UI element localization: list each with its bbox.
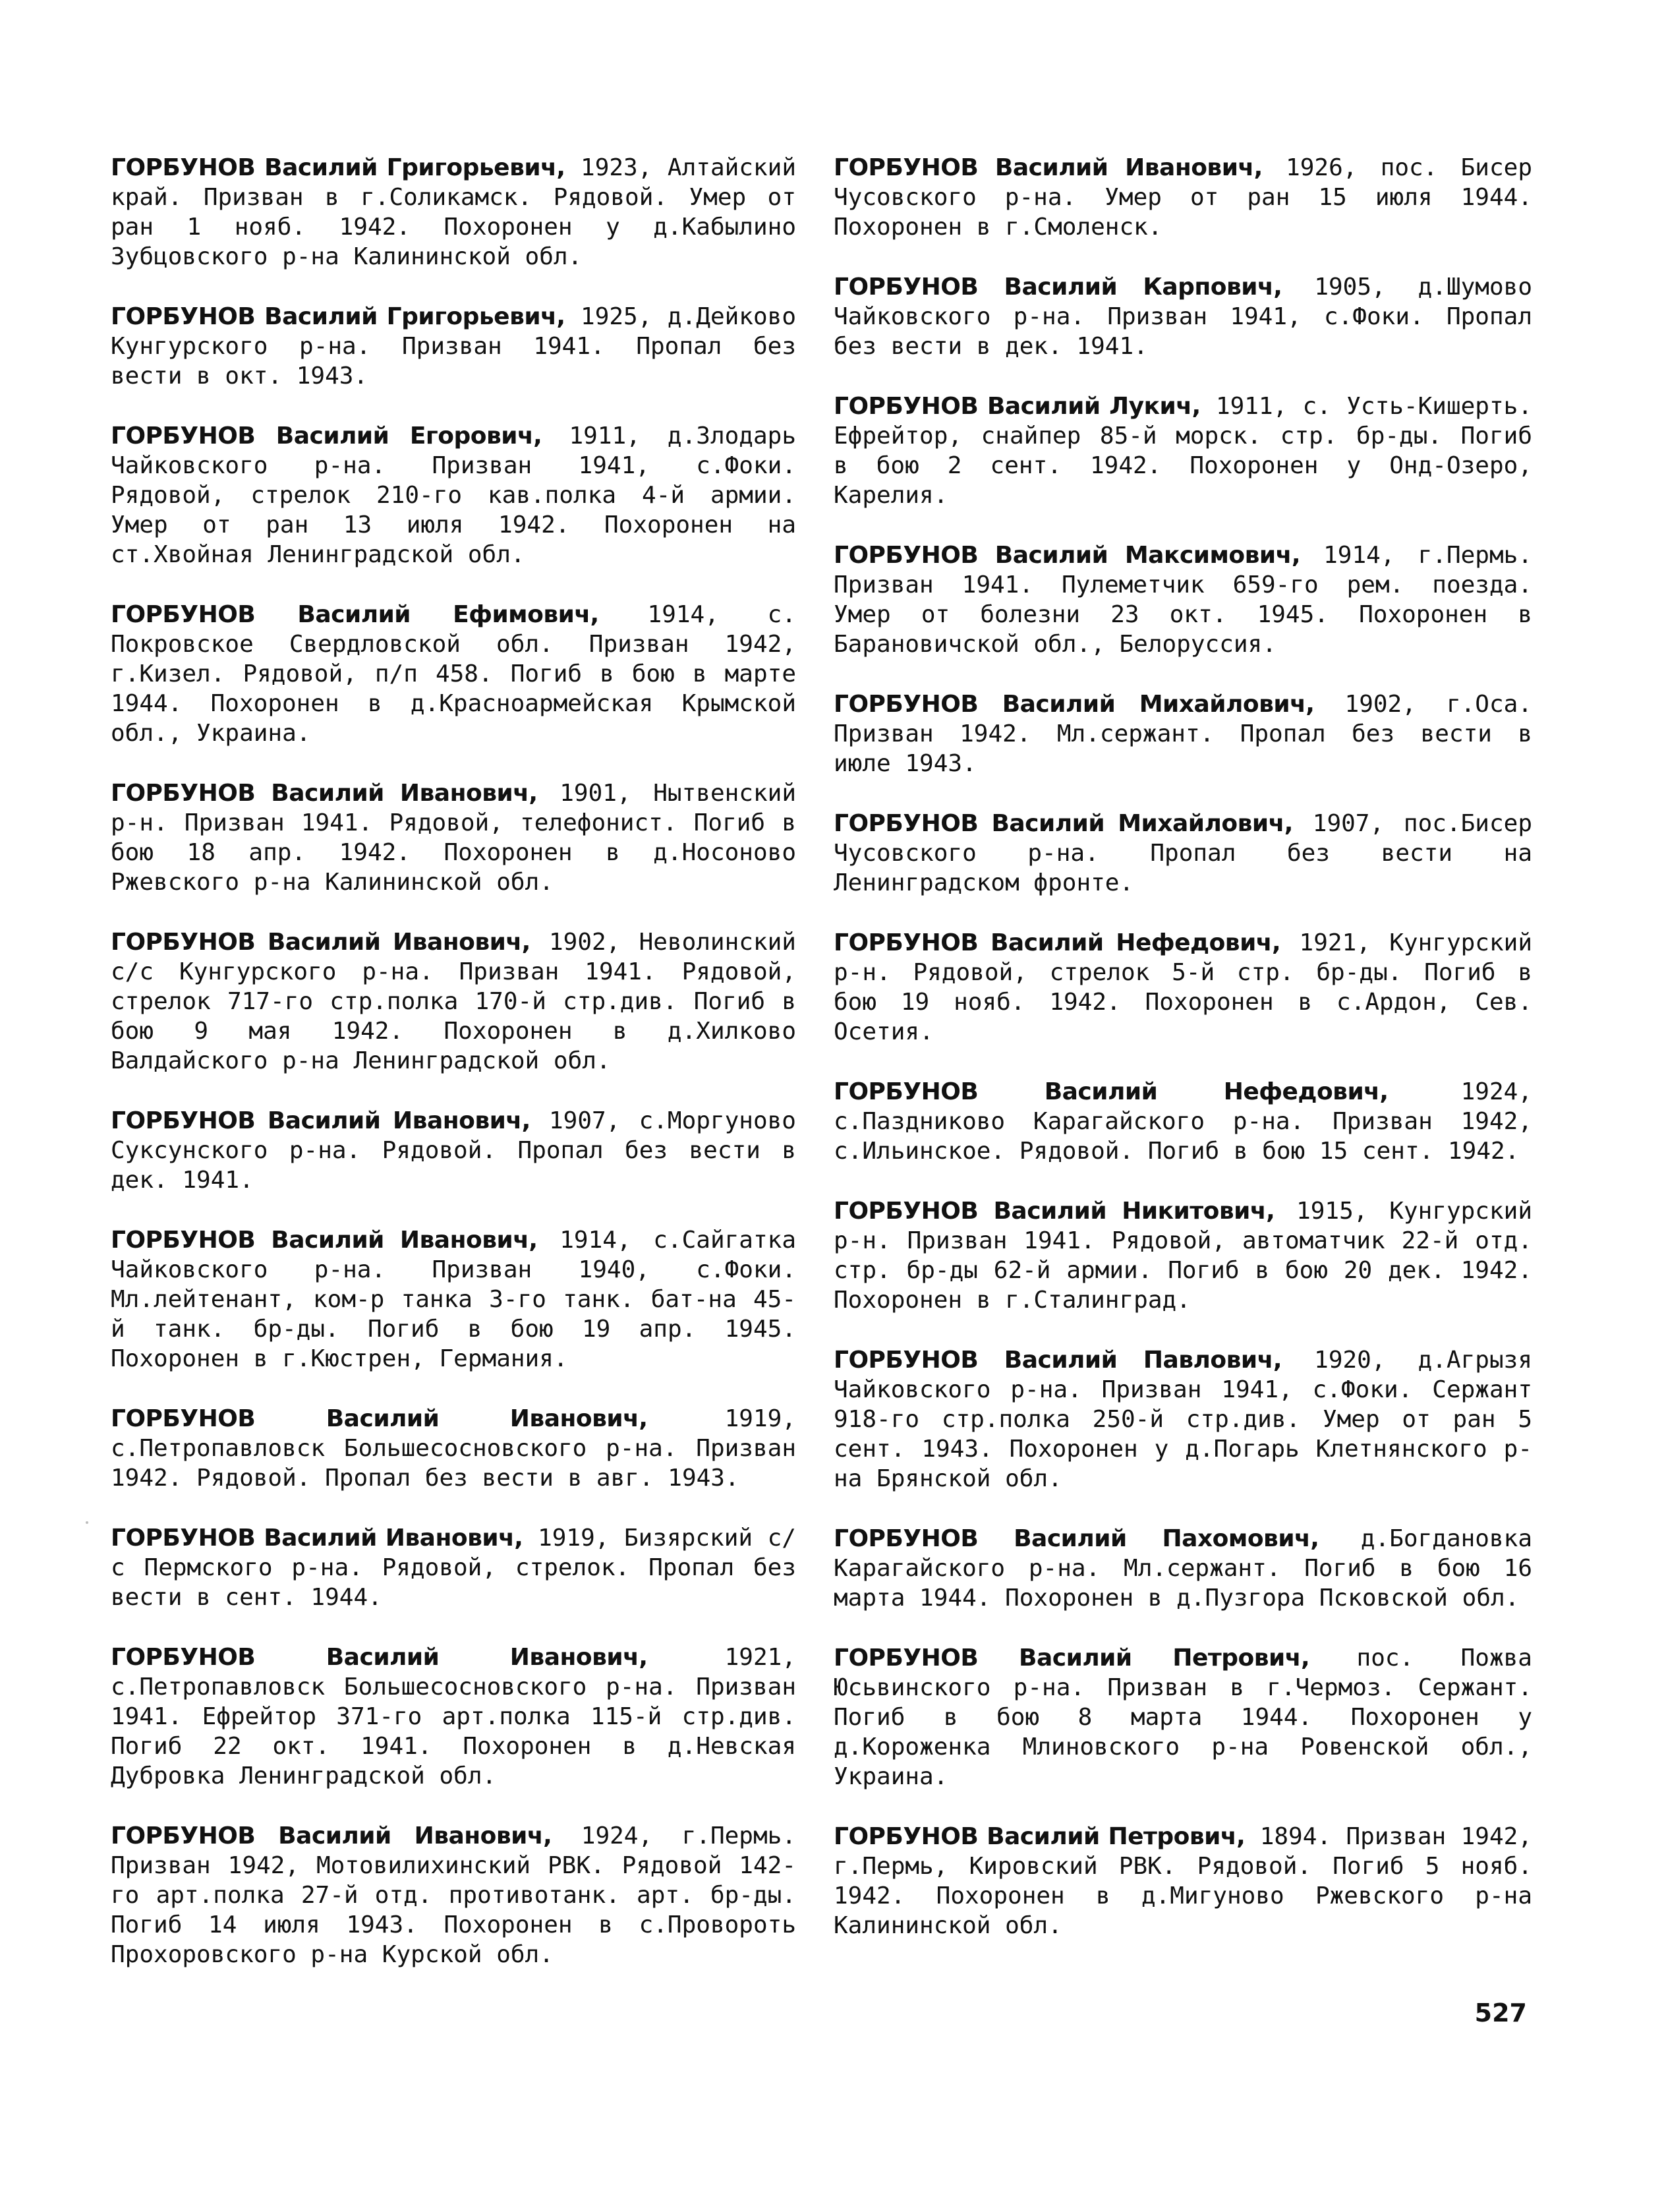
biography-entry bbox=[834, 1524, 1532, 1613]
entry-text: 1920, д.Агрызя Чайковского р-на. Призван 1941, с.Фоки. Сержант 918-го стр.полка 250-й стр.див. Умер от ран 5 сент. 1943. Похоронен у д.Погарь Клетнянского р-на Брянской обл. bbox=[834, 1347, 1532, 1492]
entry-text: 1914, г.Пермь. Призван 1941. Пулеметчик 659-го рем. поезда. Умер от болезни 23 окт. 1945. Похоронен в Барановичской обл., Белоруссия. bbox=[834, 542, 1532, 658]
entry-text: 1924, г.Пермь. Призван 1942, Мотовилихинский РВК. Рядовой 142-го арт.полка 27-й отд. противотанк. арт. бр-ды. Погиб 14 июля 1943. Похоронен в с.Провороть Прохоровского р-на Курской обл. bbox=[111, 1822, 796, 1968]
biography-entry bbox=[111, 927, 796, 1076]
entry-name: ГОРБУНОВ Василий Григорьевич, bbox=[111, 154, 565, 181]
entry-text: 1914, с. Покровское Свердловской обл. Призван 1942, г.Кизел. Рядовой, п/п 458. Погиб в бою в марте 1944. Похоронен в д.Красноармейская Крымской обл., Украина. bbox=[111, 601, 796, 747]
entry-text: 1921, с.Петропавловск Большесосновского р-на. Призван 1941. Ефрейтор 371-го арт.полка 115-й стр.див. Погиб 22 окт. 1941. Похоронен в д.Невская Дубровка Ленинградской обл. bbox=[111, 1644, 796, 1790]
entry-text: 1911, с. Усть-Кишерть. Ефрейтор, снайпер 85-й морск. стр. бр-ды. Погиб в бою 2 сент. 1942. Похоронен у Онд-Озеро, Карелия. bbox=[834, 393, 1532, 509]
entry-name: ГОРБУНОВ Василий Нефедович, bbox=[834, 929, 1281, 956]
biography-entry bbox=[111, 1106, 796, 1195]
entry-text: 1907, с.Моргуново Суксунского р-на. Рядовой. Пропал без вести в дек. 1941. bbox=[111, 1107, 796, 1194]
biography-entry bbox=[834, 1643, 1532, 1791]
entry-name: ГОРБУНОВ Василий Карпович, bbox=[834, 274, 1282, 301]
entry-name: ГОРБУНОВ Василий Павлович, bbox=[834, 1347, 1282, 1374]
biography-entry bbox=[834, 392, 1532, 510]
entry-name: ГОРБУНОВ Василий Григорьевич, bbox=[111, 303, 565, 330]
entry-text: 1914, с.Сайгатка Чайковского р-на. Призван 1940, с.Фоки. Мл.лейтенант, ком-р танка 3-го танк. бат-на 45-й танк. бр-ды. Погиб в бою 19 апр. 1945. Похоронен в г.Кюстрен, Германия. bbox=[111, 1227, 796, 1372]
entry-text: 1919, Бизярский с/с Пермского р-на. Рядовой, стрелок. Пропал без вести в сент. 1944. bbox=[111, 1525, 796, 1611]
entry-name: ГОРБУНОВ Василий Иванович, bbox=[111, 1644, 648, 1671]
biography-entry bbox=[111, 302, 796, 391]
biography-entry bbox=[834, 928, 1532, 1047]
biography-entry bbox=[111, 600, 796, 748]
biography-entry bbox=[834, 540, 1532, 659]
entry-text: 1919, с.Петропавловск Большесосновского р-на. Призван 1942. Рядовой. Пропал без вести в авг. 1943. bbox=[111, 1405, 796, 1492]
entry-name: ГОРБУНОВ Василий Иванович, bbox=[111, 1525, 523, 1552]
biography-entry bbox=[111, 1404, 796, 1493]
entry-name: ГОРБУНОВ Василий Максимович, bbox=[834, 542, 1301, 569]
entry-text: 1926, пос. Бисер Чусовского р-на. Умер от ран 15 июля 1944. Похоронен в г.Смоленск. bbox=[834, 154, 1532, 241]
entry-name: ГОРБУНОВ Василий Ефимович, bbox=[111, 601, 599, 628]
biography-entry bbox=[111, 778, 796, 897]
entry-text: пос. Пожва Юсьвинского р-на. Призван в г.Чермоз. Сержант. Погиб в бою 8 марта 1944. Похоронен у д.Короженка Млиновского р-на Ровенской обл., Украина. bbox=[834, 1644, 1532, 1790]
entry-text: 1921, Кунгурский р-н. Рядовой, стрелок 5-й стр. бр-ды. Погиб в бою 19 нояб. 1942. Похоронен в с.Ардон, Сев. Осетия. bbox=[834, 929, 1532, 1045]
biography-entry bbox=[111, 1643, 796, 1791]
entry-text: 1894. Призван 1942, г.Пермь, Кировский РВК. Рядовой. Погиб 5 нояб. 1942. Похоронен в д.Мигуново Ржевского р-на Калининской обл. bbox=[834, 1823, 1532, 1939]
entry-name: ГОРБУНОВ Василий Егорович, bbox=[111, 422, 542, 450]
entry-text: 1905, д.Шумово Чайковского р-на. Призван 1941, с.Фоки. Пропал без вести в дек. 1941. bbox=[834, 274, 1532, 360]
entry-name: ГОРБУНОВ Василий Пахомович, bbox=[834, 1525, 1319, 1552]
entry-text: 1911, д.Злодарь Чайковского р-на. Призван 1941, с.Фоки. Рядовой, стрелок 210-го кав.полка 4-й армии. Умер от ран 13 июля 1942. Похоронен на ст.Хвойная Ленинградской обл. bbox=[111, 422, 796, 568]
biography-entry bbox=[111, 421, 796, 569]
entry-name: ГОРБУНОВ Василий Иванович, bbox=[111, 1405, 648, 1432]
entry-name: ГОРБУНОВ Василий Петрович, bbox=[834, 1823, 1246, 1850]
biography-entry bbox=[834, 1822, 1532, 1940]
entry-name: ГОРБУНОВ Василий Иванович, bbox=[834, 154, 1263, 181]
biography-entry bbox=[834, 689, 1532, 778]
entry-name: ГОРБУНОВ Василий Нефедович, bbox=[834, 1078, 1389, 1105]
entry-text: 1907, пос.Бисер Чусовского р-на. Пропал без вести на Ленинградском фронте. bbox=[834, 810, 1532, 896]
biography-entry bbox=[111, 1225, 796, 1374]
page-number: 527 bbox=[1474, 1998, 1527, 2027]
left-column bbox=[111, 153, 796, 2000]
biography-entry bbox=[834, 1077, 1532, 1166]
biography-entry bbox=[834, 1345, 1532, 1494]
entry-name: ГОРБУНОВ Василий Иванович, bbox=[111, 929, 531, 956]
entry-text: 1902, г.Оса. Призван 1942. Мл.сержант. Пропал без вести в июле 1943. bbox=[834, 691, 1532, 777]
entry-text: 1925, д.Дейково Кунгурского р-на. Призван 1941. Пропал без вести в окт. 1943. bbox=[111, 303, 796, 390]
entry-name: ГОРБУНОВ Василий Петрович, bbox=[834, 1644, 1310, 1672]
biography-entry bbox=[834, 1196, 1532, 1315]
entry-name: ГОРБУНОВ Василий Иванович, bbox=[111, 1822, 552, 1849]
entry-name: ГОРБУНОВ Василий Михайлович, bbox=[834, 691, 1315, 718]
entry-name: ГОРБУНОВ Василий Никитович, bbox=[834, 1198, 1275, 1225]
biography-entry bbox=[834, 272, 1532, 361]
entry-name: ГОРБУНОВ Василий Михайлович, bbox=[834, 810, 1293, 837]
entry-text: 1923, Алтайский край. Призван в г.Соликамск. Рядовой. Умер от ран 1 нояб. 1942. Похоронен у д.Кабылино Зубцовского р-на Калининской обл. bbox=[111, 154, 796, 270]
entry-name: ГОРБУНОВ Василий Лукич, bbox=[834, 393, 1201, 420]
right-column bbox=[834, 153, 1532, 1971]
entry-text: 1915, Кунгурский р-н. Призван 1941. Рядовой, автоматчик 22-й отд. стр. бр-ды 62-й армии. Погиб в бою 20 дек. 1942. Похоронен в г.Сталинград. bbox=[834, 1198, 1532, 1314]
biography-entry bbox=[111, 1821, 796, 1969]
entry-name: ГОРБУНОВ Василий Иванович, bbox=[111, 1227, 538, 1254]
biography-entry bbox=[111, 153, 796, 272]
entry-name: ГОРБУНОВ Василий Иванович, bbox=[111, 780, 538, 807]
entry-text: д.Богдановка Карагайского р-на. Мл.сержант. Погиб в бою 16 марта 1944. Похоронен в д.Пузгора Псковской обл. bbox=[834, 1525, 1532, 1612]
entry-text: 1901, Нытвенский р-н. Призван 1941. Рядовой, телефонист. Погиб в бою 18 апр. 1942. Похоронен в д.Носоново Ржевского р-на Калининской обл. bbox=[111, 780, 796, 896]
entry-name: ГОРБУНОВ Василий Иванович, bbox=[111, 1107, 531, 1134]
entry-text: 1902, Неволинский с/с Кунгурского р-на. Призван 1941. Рядовой, стрелок 717-го стр.полка 170-й стр.див. Погиб в бою 9 мая 1942. Похоронен в д.Хилково Валдайского р-на Ленинградской обл. bbox=[111, 929, 796, 1074]
biography-entry bbox=[111, 1523, 796, 1612]
biography-entry bbox=[834, 153, 1532, 242]
biography-entry bbox=[834, 809, 1532, 898]
scan-speck bbox=[86, 1521, 88, 1524]
entry-text: 1924, с.Паздниково Карагайского р-на. Призван 1942, с.Ильинское. Рядовой. Погиб в бою 15 сент. 1942. bbox=[834, 1078, 1532, 1165]
